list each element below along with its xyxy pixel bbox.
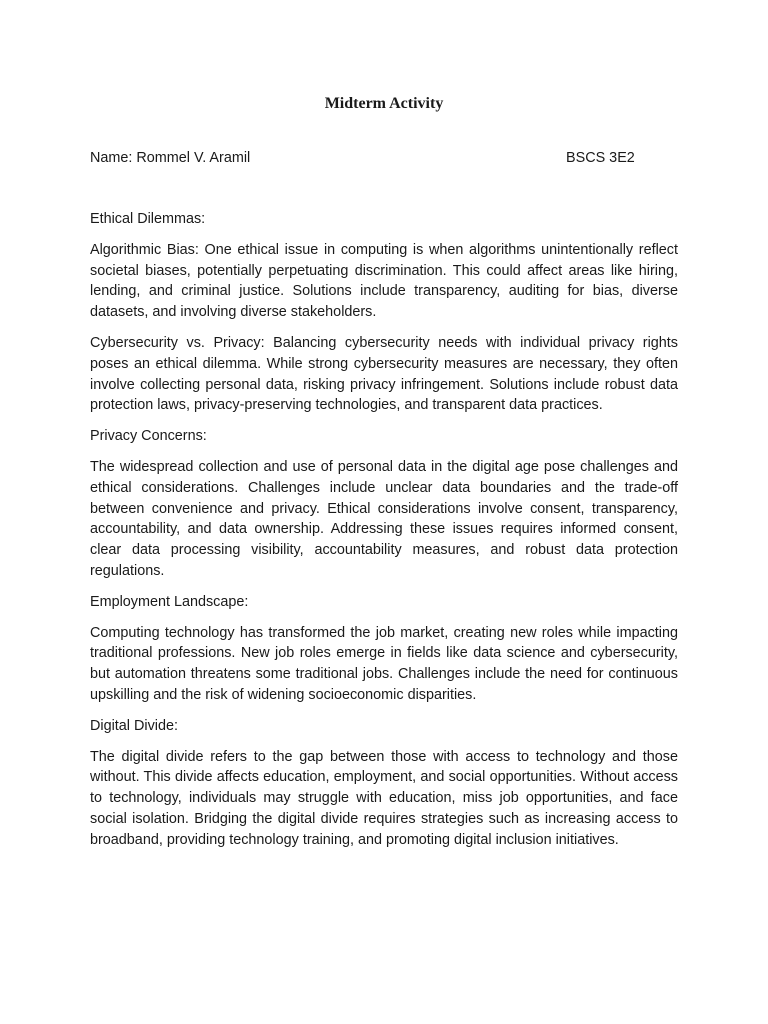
student-section: BSCS 3E2 [566, 150, 635, 166]
student-name: Name: Rommel V. Aramil [90, 150, 251, 166]
section-heading-employment-landscape: Employment Landscape: [90, 593, 249, 610]
student-info-row [90, 148, 678, 168]
document-body [90, 209, 678, 861]
section-heading-privacy-concerns: Privacy Concerns: [90, 428, 207, 445]
document-title: Midterm Activity [324, 95, 444, 112]
section-heading-digital-divide: Digital Divide: [90, 717, 178, 734]
paragraph-digital-divide: The digital divide refers to the gap between those with access to technology and those without. This divide affects education, employment, and social opportunities. Without access to technology, individuals may struggle with education, miss job opportunities, and face social isolation. Bridging the digital divide requires strategies such as increasing access to broadband, providing technology training, and promoting digital inclusion initiatives. [90, 748, 678, 848]
section-heading-ethical-dilemmas: Ethical Dilemmas: [90, 211, 206, 227]
paragraph-algorithmic-bias: Algorithmic Bias: One ethical issue in computing is when algorithms unintentionally reflect societal biases, potentially perpetuating discrimination. This could affect areas like hiring, lending, and criminal justice. Solutions include transparency, auditing for bias, diverse datasets, and involving diverse stakeholders. [90, 241, 678, 321]
paragraph-privacy-concerns: The widespread collection and use of personal data in the digital age pose challenges and ethical considerations. Challenges include unclear data boundaries and the trade-off between convenience and privacy. Ethical considerations involve consent, transparency, accountability, and data ownership. Addressing these issues requires informed consent, clear data processing visibility, accountability measures, and robust data protection regulations. [90, 458, 678, 579]
paragraph-employment-landscape: Computing technology has transformed the job market, creating new roles while impacting traditional professions. New job roles emerge in fields like data science and cybersecurity, but automation threatens some traditional jobs. Challenges include the need for continuous upskilling and the risk of widening socioeconomic disparities. [90, 624, 678, 703]
paragraph-cybersecurity-privacy: Cybersecurity vs. Privacy: Balancing cybersecurity needs with individual privacy rights poses an ethical dilemma. While strong cybersecurity measures are necessary, they often involve collecting personal data, risking privacy infringement. Solutions include robust data protection laws, privacy-preserving technologies, and transparent data practices. [90, 334, 678, 414]
